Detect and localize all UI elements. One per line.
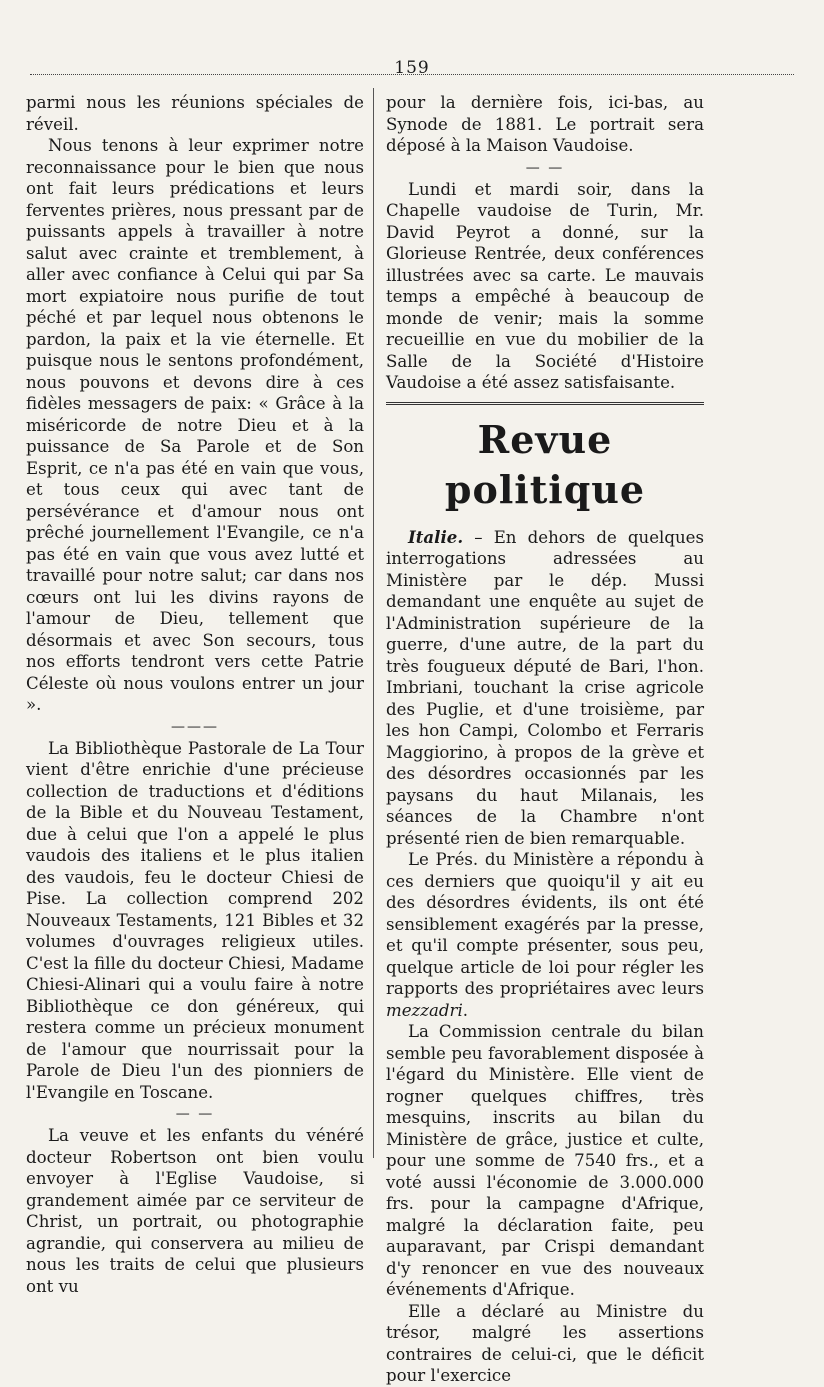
section-rule [386, 402, 704, 405]
paragraph-president-end: . [462, 1000, 469, 1020]
italic-term: mezzadri [386, 1000, 463, 1020]
paragraph-conferences: Lundi et mardi soir, dans la Chapelle vaudoise de Turin, Mr. David Peyrot a donné, sur la Glorieuse Rentrée, deux conférences illustrées avec sa carte. Le mauvais temps a empêché à beaucoup de monde de venir; mais la somme recueillie en vue du mobilier de la Salle de la Société d'Histoire Vaudoise a été assez satisfaisante. [386, 179, 704, 392]
paragraph-reconnaissance: Nous tenons à leur exprimer notre reconnaissance pour le bien que nous ont fait leurs prédications et leurs ferventes prières, nous pressant par de puissants appels à travailler à notre salut avec crainte et tremblement, à aller avec confiance à Celui qui par Sa mort expiatoire nous purifie de tout péché et par lequel nous obtenons le pardon, la paix et la vie éternelle. Et puisque nous le sentons profondément, nous pouvons et devons dire à ces fidèles messagers de paix: « Grâce à la miséricorde de notre Dieu et à la puissance de Sa Parole et de Son Esprit, ce n'a pas été en vain que vous, et tous ceux qui avec tant de persévérance et d'amour nous ont prêché journellement l'Evangile, ce n'a pas été en vain que vous avez lutté et travaillé pour notre salut; car dans nos cœurs ont lui les divins rayons de l'amour de Dieu, tellement que désormais et avec Son secours, tous nos efforts tendront vers cette Patrie Céleste où nous voulons entrer un jour ». [26, 136, 364, 714]
paragraph-italie-text: – En dehors de quelques interrogations adressées au Ministère par le dép. Mussi demandant une enquête au sujet de l'Administration supérieure de la guerre, d'une autre, de la part du très fougueux député de Bari, l'hon. Imbriani, touchant la crise agricole des Puglie, et d'une troisième, par les hon Campi, Colombo et Ferraris Maggiorino, à propos de la grève et des désordres occasionnés par les paysans du haut Milanais, les séances de la Chambre n'ont présenté rien de bien remarquable. [386, 527, 704, 848]
separator: — — [525, 159, 565, 176]
paragraph-commission: La Commission centrale du bilan semble peu favorablement disposée à l'égard du Ministère. Elle vient de rogner quelques chiffres, très mesquins, inscrits au bilan du Ministère de grâce, justice et culte, pour une somme de 7540 frs., et a voté aussi l'économie de 3.000.000 frs. pour la campagne d'Afrique, malgré la déclaration faite, peu auparavant, par Crispi demandant d'y renoncer en vue des nouveaux événements d'Afrique. [386, 1022, 704, 1299]
paragraph-reveil-end: parmi nous les réunions spéciales de réveil. [26, 93, 364, 134]
page-number: 159 [394, 58, 430, 78]
separator: — — [175, 1106, 215, 1122]
left-column [26, 92, 364, 1297]
paragraph-portrait-end: pour la dernière fois, ici-bas, au Synode de 1881. Le portrait sera déposé à la Maison Vaudoise. [386, 93, 704, 155]
paragraph-robertson: La veuve et les enfants du vénéré docteur Robertson ont bien voulu envoyer à l'Eglise Vaudoise, si grandement aimée par ce serviteur de Christ, un portrait, ou photographie agrandie, qui conservera au milieu de nous les traits de celui que plusieurs ont vu [26, 1126, 364, 1296]
paragraph-bibliotheque: La Bibliothèque Pastorale de La Tour vient d'être enrichie d'une précieuse collection de traductions et d'éditions de la Bible et du Nouveau Testament, due à celui que l'on a appelé le plus vaudois des italiens et le plus italien des vaudois, feu le docteur Chiesi de Pise. La collection comprend 202 Nouveaux Testaments, 121 Bibles et 32 volumes d'ouvrages religieux utiles. C'est la fille du docteur Chiesi, Madame Chiesi-Alinari qui a voulu faire à notre Bibliothèque ce don généreux, qui restera comme un précieux monument de l'amour que nourrissait pour la Parole de Dieu l'un des pionniers de l'Evangile en Toscane. [26, 738, 364, 1102]
country-heading: Italie. [408, 526, 464, 547]
header-rule [30, 74, 794, 75]
paragraph-tresor: Elle a déclaré au Ministre du trésor, malgré les assertions contraires de celui-ci, que le déficit pour l'exercice [386, 1301, 704, 1385]
paragraph-president [386, 849, 704, 1021]
separator: ——— [171, 718, 219, 735]
right-column [386, 92, 704, 1387]
section-title: Revue politique [444, 416, 646, 512]
paragraph-italie [386, 527, 704, 850]
paragraph-president-text: Le Prés. du Ministère a répondu à ces derniers que quoiqu'il y ait eu des désordres évidents, ils ont été sensiblement exagérés par la presse, et qu'il compte présenter, sous peu, quelque article de loi pour régler les rapports des propriétaires avec leurs [386, 850, 704, 998]
column-divider [373, 88, 374, 1158]
